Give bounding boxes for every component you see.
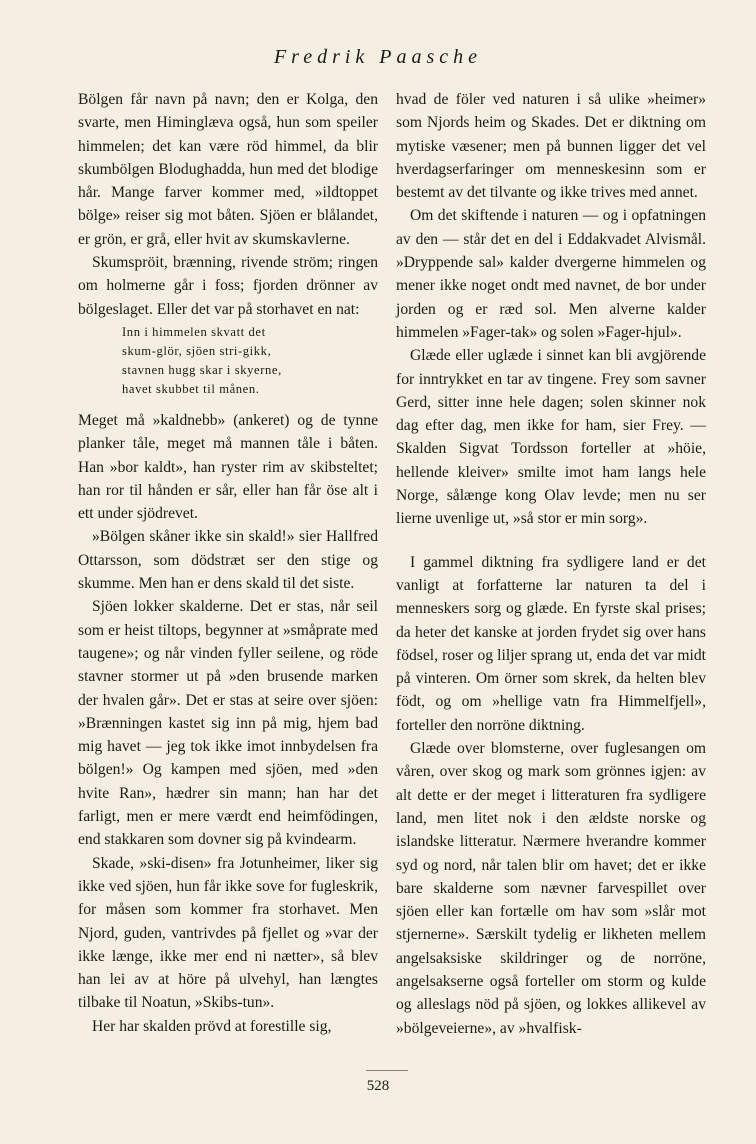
- paragraph: Om det skiftende i naturen — og i opfatningen av den — står det en del i Eddakvadet Alvismål. »Dryppende sal» kalder dvergerne himmelen og mener ikke noget ondt med navnet, de bor under jorden og er ræd sol. Men alverne kalder himmelen »Fager-tak» og solen »Fager-hjul».: [396, 207, 706, 341]
- right-column: [396, 88, 706, 1040]
- paragraph: Glæde eller uglæde i sinnet kan bli avgjörende for inntrykket en tar av tingene. Frey som savner Gerd, sitter inne hele dagen; solen skinner nok dag efter dag, men ikke for ham, sier Frey. — Skalden Sigvat Tordsson forteller at »höie, hellende kleiver» smilte imot ham langs hele Norge, sålænge kong Olav levde; men nu ser lierne uvenlige ut, »så stor er min sorg».: [396, 347, 706, 528]
- left-column: [78, 88, 378, 1038]
- paragraph: Sjöen lokker skalderne. Det er stas, når seil som er heist tiltops, begynner at »småprate med taugene»; og når vinden fyller seilene, og röde stavner stormer ut på »den brusende marken der hvalen går». Det er stas at seire over sjöen: »Brænningen kastet sig inn på mig, hjem bad mig havet — jeg tok ikke imot innbydelsen fra bölgen!» Og kampen med sjöen, med »den hvite Ran», hædrer sin mann; han har det farligt, men er mere værdt end heimfödingen, end stakkaren som dovner sig på kvindearm.: [78, 598, 378, 849]
- paragraph: Skade, »ski-disen» fra Jotunheimer, liker sig ikke ved sjöen, hun får ikke sove for fugleskrik, for måsen som kommer fra storhavet. Men Njord, guden, vantrivdes på fjellet og »var der ikke længe, ikke mer end ni nætter», så blev han lei av at höre på ulvehyl, han længtes tilbake til Noatun, »Skibs-tun».: [78, 854, 378, 1012]
- verse-line: stavnen hugg skar i skyerne,: [122, 362, 282, 377]
- paragraph: »Bölgen skåner ikke sin skald!» sier Hallfred Ottarsson, som dödstræt ser den stige og skumme. Men han er dens skald til det siste.: [78, 528, 378, 593]
- verse-line: skum-glör, sjöen stri-gikk,: [122, 343, 272, 358]
- page-number-rule: [366, 1070, 408, 1071]
- page-number: 528: [366, 1078, 390, 1094]
- paragraph: Bölgen får navn på navn; den er Kolga, den svarte, men Himinglæva også, hun som speiler himmelen; det kan være röd himmel, da blir skumbölgen Blodughadda, hun med det blodige hår. Mange farver kommer med, »ildtoppet bölge» reiser sig mot båten. Sjöen er blålandet, er grön, er grå, eller hvit av skumskavlerne.: [78, 91, 378, 248]
- paragraph: Skumspröit, brænning, rivende ström; ringen om holmerne går i foss; fjorden drönner av bölgeslaget. Eller det var på storhavet en nat:: [78, 254, 378, 318]
- paragraph: I gammel diktning fra sydligere land er det vanligt at forfatterne lar naturen ta del i menneskers sorg og glæde. En fyrste skal prises; da heter det kanske at jorden frydet sig over hans födsel, roser og liljer sprang ut, enda det var midt på vinteren. Om örner som skrek, da helten blev födt, og om »hellige vatn fra Himmelfjell», forteller den norröne diktning.: [396, 553, 706, 734]
- paragraph: Glæde over blomsterne, over fuglesangen om våren, over skog og mark som grönnes igjen: av alt dette er der meget i litteraturen fra sydligere land, men litet nok i den ældste norske og islandske litteratur. Nærmere hverandre kommer syd og nord, når talen blir om havet; det er ikke bare skalderne som nævner farvespillet over sjöen eller kan fortælle om hav som »slår mot stjernerne». Særskilt tydelig er likheten mellem angelsaksiske skildringer og de norröne, angelsakserne også forteller om storm og kulde og alleslags nöd på sjöen, og lokkes allikevel av »bölgeveierne», av »hvalfisk-: [396, 740, 706, 1037]
- running-title: Fredrik Paasche: [273, 46, 483, 68]
- verse-line: havet skubbet til månen.: [122, 381, 260, 396]
- paragraph: Meget må »kaldnebb» (ankeret) og de tynne planker tåle, meget må mannen tåle i båten. Han »bor kaldt», han ryster rim av skibsteltet; han ror til hånden er sår, eller han får öse alt i ett under sjödrevet.: [78, 411, 378, 523]
- paragraph: hvad de föler ved naturen i så ulike »heimer» som Njords heim og Skades. Det er diktning om mytiske væsener; men på bunnen ligger det vel hverdagserfaringer om menneskesinn som er bestemt av det tilvante og ikke trives med annet.: [396, 91, 706, 202]
- paragraph: Her har skalden prövd at forestille sig,: [92, 1017, 332, 1035]
- verse-line: Inn i himmelen skvatt det: [122, 324, 266, 339]
- verse-quote: [122, 323, 378, 399]
